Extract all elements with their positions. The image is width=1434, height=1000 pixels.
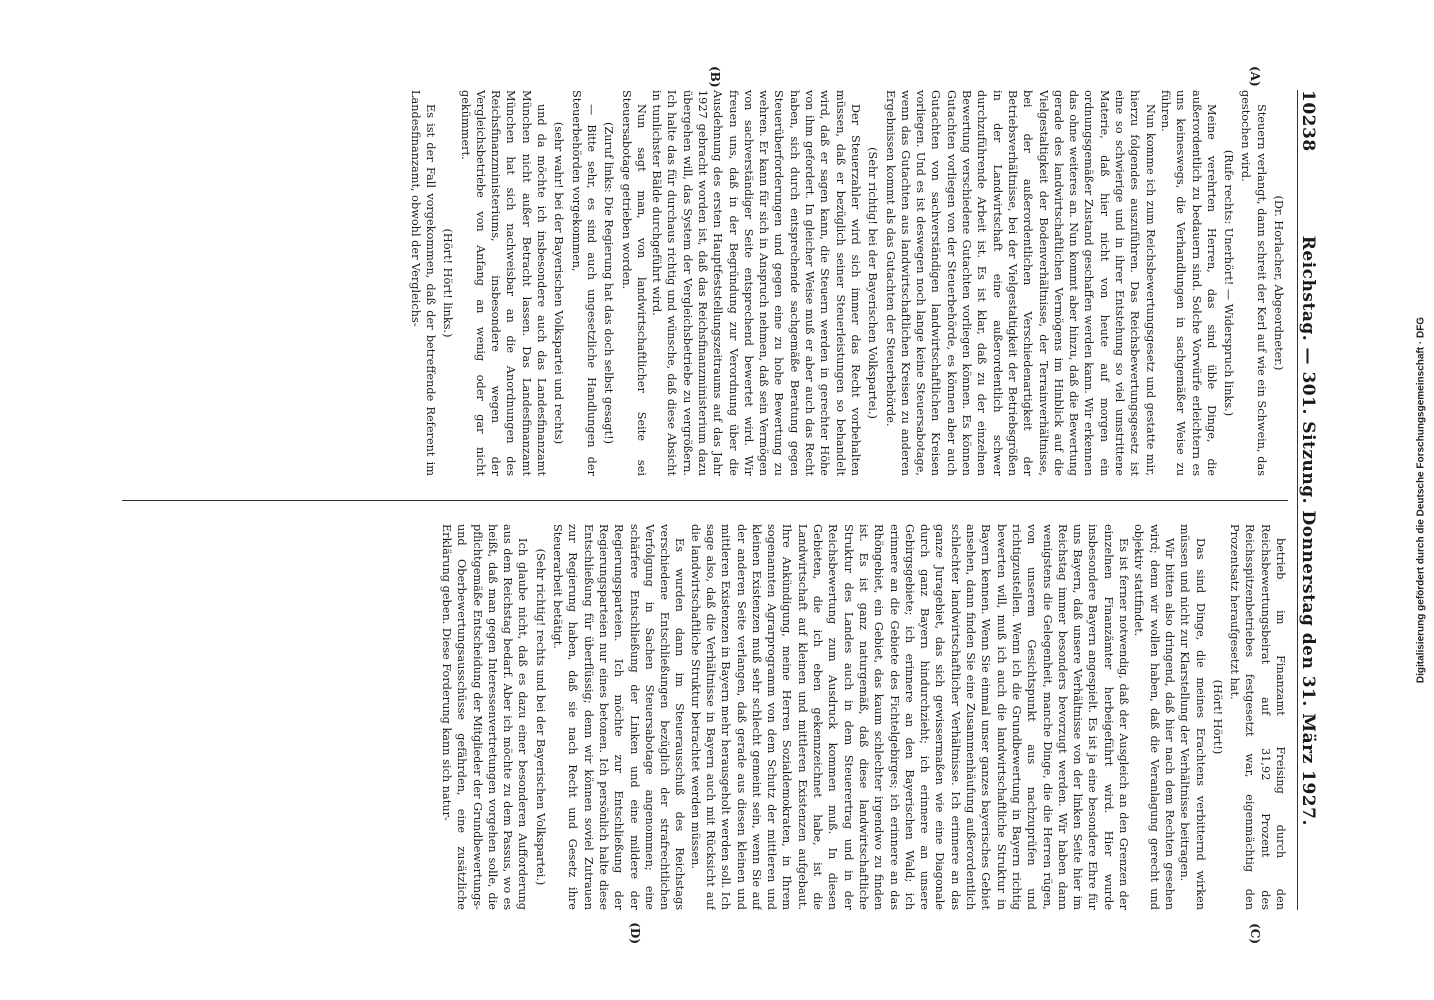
paragraph: — Bitte sehr, es sind auch ungesetzliche Handlungen der Steuerbehörden vorgekommen, [569,90,598,476]
paragraph: (Hört! Hört!) [1210,679,1224,755]
paragraph: Nun sagt man, von landwirtschaftlicher Seite sei Steuersabotage getrieben worden. [619,90,648,476]
digitization-note [1412,10,1430,990]
right-column [122,524,1288,910]
paragraph: Ich glaube nicht, daß es dazu einer besonderen Aufforderung aus dem Reichstag bedarf. Aber ich möchte zu dem Passus, wo es heißt, daß man gegen Interessenvertretungen vorgehen solle, die pflichtgemäße Entscheidung der Mitglieder der Grundbewertungs- und Oberbewertungsausschüsse gefährden, eine zusätzliche Erklärung geben. Diese Forderung kann sich natur- [439,524,530,910]
paragraph: Es ist ferner notwendig, daß der Ausgleich an den Grenzen der einzelnen Finanzämter herbeigeführt wird. Hier wurde insbesondere Bayern angespielt. Es ist ja eine besondere Ehre für uns Bayern, daß unsere Verhältnisse von der linken Seite hier im Reichstag immer besonders bevorzugt werden. Wir haben dann wenigstens die Gelegenheit, manche Dinge, die die Herren rügen, von unserem Gesichtspunkt aus nachzuprüfen und richtigzustellen. Wenn ich die Grundbewertung in Bayern richtig bewerten will, muß ich auch die landwirtschaftliche Struktur in Bayern kennen. Wenn Sie einmal unser ganzes bayerisches Gebiet ansehen, dann finden Sie eine Zusammenhäufung außerordentlich schlechter landwirtschaftlicher Verhältnisse. Ich erinnere an das ganze Juragebiet, das sich gewissermaßen wie eine Diagonale durch ganz Bayern hindurchzieht; ich erinnere an unsere Gebirgsgebiete; ich erinnere an den Bayerischen Wald; ich erinnere an die Gebiete des Fichtelgebirges; ich erinnere an das Rhöngebiet, ein Gebiet, das kaum schlechter irgendwo zu finden ist. Es ist ganz naturgemäß, daß diese landwirtschaftliche Struktur des Landes auch in dem Steuerertrag und in der Reichsbewertung zum Ausdruck kommen muß. In diesen Gebieten, die ich eben gekennzeichnet habe, ist die Landwirtschaft auf kleinen und mittleren Existenzen aufgebaut. Ihre Ankündigung, meine Herren Sozialdemokraten, in Ihrem sogenannten Agrarprogramm von dem Schutz der mittleren und kleinen Existenzen muß sehr schlecht gemeint sein, wenn Sie auf der anderen Seite verlangen, daß gerade aus diesen kleinen und mittleren Existenzen in Bayern mehr herausgeholt werden soll. Ich sage also, daß die Verhältnisse in Bayern auch mit Rücksicht auf die landwirtschaftliche Struktur betrachtet werden müssen. [688,524,1131,910]
paragraph: Das sind Dinge, die meines Erachtens verbitternd wirken müssen und nicht zur Klarstellung der Verhältnisse beitragen. [1178,524,1207,910]
paragraph: (Hört! Hört! links.) [441,228,455,338]
paragraph: Es wurden dann im Steuerausschuß des Reichstags verschiedene Entschließungen bezüglich der strafrechtlichen Verfolgung in Sachen Steuersabotage angenommen; eine schärfere Entschließung der Linken und eine mildere der Regierungsparteien. Ich möchte zur Entschließung der Regierungsparteien nur eines betonen. Ich persönlich halte diese Entschließung für überflüssig; denn wir können soviel Zutrauen zur Regierung haben, daß sie nach Recht und Gesetz ihre Steuerarbeit betätigt. [551,524,687,910]
page-header [1297,90,1324,910]
margin-marker-b: (B) [708,66,722,88]
paragraph: (Rufe rechts: Unerhört! — Widerspruch links.) [1222,149,1236,417]
paragraph: Steuern verlangt, dann schreit der Kerl auf wie ein Schwein, das gestochen wird. [1239,90,1268,476]
page-title: Reichstag. — 301. Sitzung. Donnerstag den 31. März 1927. [1298,235,1318,826]
paragraph: betrieb im Finanzamt Freising durch den Reichsbewertungsbeirat auf 31,92 Prozent des Reichsspitzenbetriebes festgesetzt war, eigenmächtig den Prozentsatz heraufgesetzt hat. [1228,524,1287,910]
margin-marker-d: (D) [628,922,642,944]
document-page [92,50,1342,950]
paragraph: (sehr wahr! bei der Bayerischen Volkspartei und rechts) [552,121,566,445]
paragraph: (Sehr richtig! rechts und bei der Bayerischen Volkspartei.) [533,548,547,886]
paragraph: und da möchte ich insbesondere auch das Landesfinanzamt München nicht außer Betracht lassen. Das Landesfinanzamt München hat sich nachweisbar an die Anordnungen des Reichsfinanzministeriums, insbesondere wegen der Vergleichsbetriebe von Anfang an wenig oder gar nicht gekümmert. [458,90,549,476]
page-number: 10238 [1298,90,1318,152]
paragraph: Es ist der Fall vorgekommen, daß der betreffende Referent im Landesfinanzamt, obwohl der Vergleichs- [408,90,437,476]
margin-marker-a: (A) [1248,66,1262,87]
column-divider [122,500,1288,501]
paragraph: (Dr. Horlacher, Abgeordneter.) [1272,195,1285,371]
paragraph: Der Steuerzahler wird sich immer das Recht vorbehalten müssen, daß er bezüglich seiner Steuerleistungen so behandelt wird, daß er sagen kann, die Steuern werden in gerechter Höhe von ihm gefordert. In gleicher Weise muß er aber auch das Recht haben, sich durch entsprechende sachgemäße Beratung gegen Steuerüberforderungen und gegen eine zu hohe Bewertung zu wehren. Er kann für sich in Anspruch nehmen, daß sein Vermögen von sachverständiger Seite entsprechend bewertet wird. Wir freuen uns, daß in der Begründung zur Verordnung über die Ausdehnung des ersten Hauptfeststellungszeitraums auf das Jahr 1927 gebracht worden ist, daß das Reichsfinanzministerium dazu übergehen will, das System der Vergleichsbetriebe zu vergrößern. Ich halte das für durchaus richtig und wünsche, daß diese Absicht in tunlichster Bälde durchgeführt wird. [650,90,862,476]
paragraph: (Zuruf links: Die Regierung hat das doch selbst gesagt!) [602,121,616,445]
paragraph: (Sehr richtig! bei der Bayerischen Volkspartei.) [866,147,880,419]
digitization-note-text: Digitalisierung gefördert durch die Deutsche Forschungsgemeinschaft · DFG [1415,316,1427,684]
margin-marker-c: (C) [1248,923,1262,944]
paragraph: Nun komme ich zum Reichsbewertungsgesetz und gestatte mir, hierzu folgendes auszuführen. Das Reichsbewertungsgesetz ist eine so schwierige und in ihrer Entstehung so viel umstrittene Materie, daß hier nicht von heute auf morgen ein ordnungsgemäßer Zustand geschaffen werden kann. Wir erkennen das ohne weiteres an. Nun kommt aber hinzu, daß die Bewertung gerade des landwirtschaftlichen Vermögens im Hinblick auf die Vielgestaltigkeit der Bodenverhältnisse, der Terrainverhältnisse, bei der außerordentlichen Verschiedenartigkeit der Betriebsverhältnisse, bei der Vielgestaltigkeit der Betriebsgrößen in der Landwirtschaft eine außerordentlich schwer durchzuführende Arbeit ist. Es ist klar, daß zu der einzelnen Bewertung verschiedene Gutachten vorliegen können. Es können Gutachten vorliegen von der Steuerbehörde, es können aber auch Gutachten von sachverständigen landwirtschaftlichen Kreisen vorliegen. Und es ist deswegen noch lange keine Steuersabotage, wenn das Gutachten aus landwirtschaftlichen Kreisen zu anderen Ergebnissen kommt als das Gutachten der Steuerbehörde. [883,90,1157,476]
paragraph: Meine verehrten Herren, das sind üble Dinge, die außerordentlich zu bedauern sind. Solche Vorwürfe erleichtern es uns keineswegs, die Verhandlungen in sachgemäßer Weise zu führen. [1158,90,1218,476]
paragraph: Wir bitten also dringend, daß hier nach dem Rechten gesehen wird; denn wir wollen haben, daß die Veranlagung gerecht und objektiv stattfindet. [1132,524,1176,910]
left-column [122,90,1288,476]
